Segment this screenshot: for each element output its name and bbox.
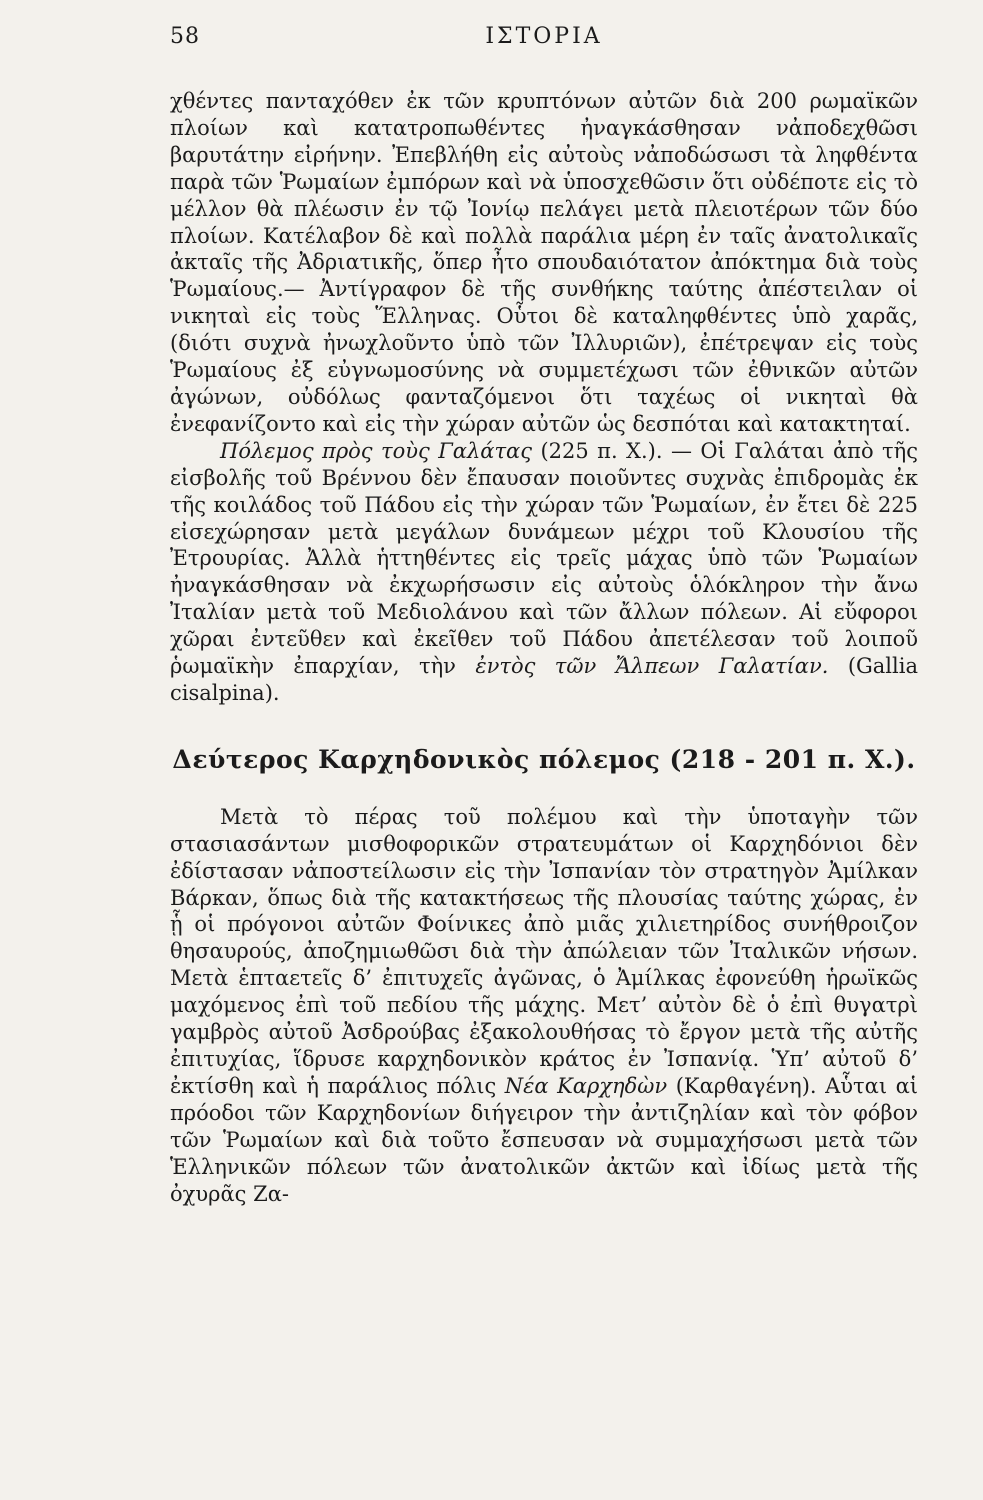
paragraph-date: (225 π. Χ.). bbox=[540, 438, 663, 463]
paragraph-text: — Οἱ Γαλάται ἀπὸ τῆς εἰσβολῆς τοῦ Βρέννου δὲν ἔπαυσαν ποιοῦντες συχνὰς ἐπιδρομὰς ἐκ τῆς κοιλάδος τοῦ Πάδου εἰς τὴν χώραν τῶν Ῥωμαίων, ἐν ἔτει δὲ 225 εἰσεχώρησαν μετὰ μεγάλων δυνάμεων μέχρι τοῦ Κλουσίου τῆς Ἐτρουρίας. Ἀλλὰ ἡττηθέντες εἰς τρεῖς μάχας ὑπὸ τῶν Ῥωμαίων ἠναγκάσθησαν νὰ ἐκχωρήσωσιν εἰς αὐτοὺς ὁλόκληρον τὴν ἄνω Ἰταλίαν μετὰ τοῦ Μεδιολάνου καὶ τῶν ἄλλων πόλεων. Αἱ εὔφοροι χῶραι ἐντεῦθεν καὶ ἐκεῖθεν τοῦ Πάδου ἀπετέλεσαν τοῦ λοιποῦ ῥωμαϊκὴν ἐπαρχίαν, τὴν bbox=[170, 438, 919, 679]
page-header bbox=[170, 16, 918, 56]
paragraph-emphasis: Νέα Καρχηδὼν bbox=[504, 1073, 668, 1098]
paragraph-galatians bbox=[170, 438, 918, 707]
running-title: ΙΣΤΟΡΙΑ bbox=[485, 24, 603, 49]
paragraph-text: Μετὰ τὸ πέρας τοῦ πολέμου καὶ τὴν ὑποταγὴν τῶν στασιασάντων μισθοφορικῶν στρατευμάτων οἱ Καρχηδόνιοι δὲν ἐδίστασαν νἀποστείλωσιν εἰς τὴν Ἰσπανίαν τὸν στρατηγὸν Ἀμίλκαν Βάρκαν, ὅπως διὰ τῆς κατακτήσεως τῆς πλουσίας ταύτης χώρας, ἐν ᾗ οἱ πρόγονοι αὐτῶν Φοίνικες ἀπὸ μιᾶς χιλιετηρίδος συνήθροιζον θησαυρούς, ἀποζημιωθῶσι διὰ τὴν ἀπώλειαν τῶν Ἰταλικῶν νήσων. Μετὰ ἑπταετεῖς δ’ ἐπιτυχεῖς ἀγῶνας, ὁ Ἀμίλκας ἐφονεύθη ἡρωϊκῶς μαχόμενος ἐπὶ τοῦ πεδίου τῆς μάχης. Μετ’ αὐτὸν δὲ ὁ ἐπὶ θυγατρὶ γαμβρὸς αὐτοῦ Ἀσδρούβας ἐξακολουθήσας τὸ ἔργον μετὰ τῆς αὐτῆς ἐπιτυχίας, ἵδρυσε καρχηδονικὸν κράτος ἐν Ἰσπανίᾳ. Ὑπ’ αὐτοῦ δ’ ἐκτίσθη καὶ ἡ παράλιος πόλις bbox=[170, 804, 918, 1098]
body-text bbox=[170, 88, 918, 707]
paragraph-second-punic-war bbox=[170, 804, 918, 1208]
section-heading: Δεύτερος Καρχηδονικὸς πόλεμος (218 - 201 π. Χ.). bbox=[172, 744, 916, 774]
paragraph-latin-note: (Gallia cisalpina). bbox=[170, 654, 918, 705]
section-body bbox=[170, 804, 918, 1208]
paragraph-subheading: Πόλεμος πρὸς τοὺς Γαλάτας bbox=[220, 438, 533, 463]
page-number: 58 bbox=[170, 24, 200, 49]
paragraph-continuation: χθέντες πανταχόθεν ἐκ τῶν κρυπτόνων αὐτῶν διὰ 200 ρωμαϊκῶν πλοίων καὶ κατατροπωθέντες ἠναγκάσθησαν νἀποδεχθῶσι βαρυτάτην εἰρήνην. Ἐπεβλήθη εἰς αὐτοὺς νἀποδώσωσι τὰ ληφθέντα παρὰ τῶν Ῥωμαίων ἐμπόρων καὶ νὰ ὑποσχεθῶσιν ὅτι οὐδέποτε εἰς τὸ μέλλον θὰ πλέωσιν ἐν τῷ Ἰονίῳ πελάγει μετὰ πλειοτέρων τῶν δύο πλοίων. Κατέλαβον δὲ καὶ πολλὰ παράλια μέρη ἐν ταῖς ἀνατολικαῖς ἀκταῖς τῆς Ἀδριατικῆς, ὅπερ ἦτο σπουδαιότατον ἀπόκτημα διὰ τοὺς Ῥωμαίους.— Ἀντίγραφον δὲ τῆς συνθήκης ταύτης ἀπέστειλαν οἱ νικηταὶ εἰς τοὺς Ἕλληνας. Οὗτοι δὲ καταληφθέντες ὑπὸ χαρᾶς, (διότι συχνὰ ἠνωχλοῦντο ὑπὸ τῶν Ἰλλυριῶν), ἐπέτρεψαν εἰς τοὺς Ῥωμαίους ἐξ εὐγνωμοσύνης νὰ συμμετέχωσι τῶν ἐθνικῶν αὐτῶν ἀγώνων, οὐδόλως φανταζόμενοι ὅτι ταχέως οἱ νικηταὶ θὰ ἐνεφανίζοντο καὶ εἰς τὴν χώραν αὐτῶν ὡς δεσπόται καὶ κατακτηταί. bbox=[170, 89, 918, 436]
paragraph-text-continued: (Καρθαγένη). Αὗται αἱ πρόοδοι τῶν Καρχηδονίων διήγειρον τὴν ἀντιζηλίαν καὶ τὸν φόβον τῶν Ῥωμαίων καὶ διὰ τοῦτο ἔσπευσαν νὰ συμμαχήσωσι μετὰ τῶν Ἑλληνικῶν πόλεων τῶν ἀνατολικῶν ἀκτῶν καὶ ἰδίως μετὰ τῆς ὀχυρᾶς Ζα- bbox=[170, 1073, 918, 1206]
paragraph-emphasis: ἐντὸς τῶν Ἄλπεων Γαλατίαν. bbox=[475, 654, 829, 679]
